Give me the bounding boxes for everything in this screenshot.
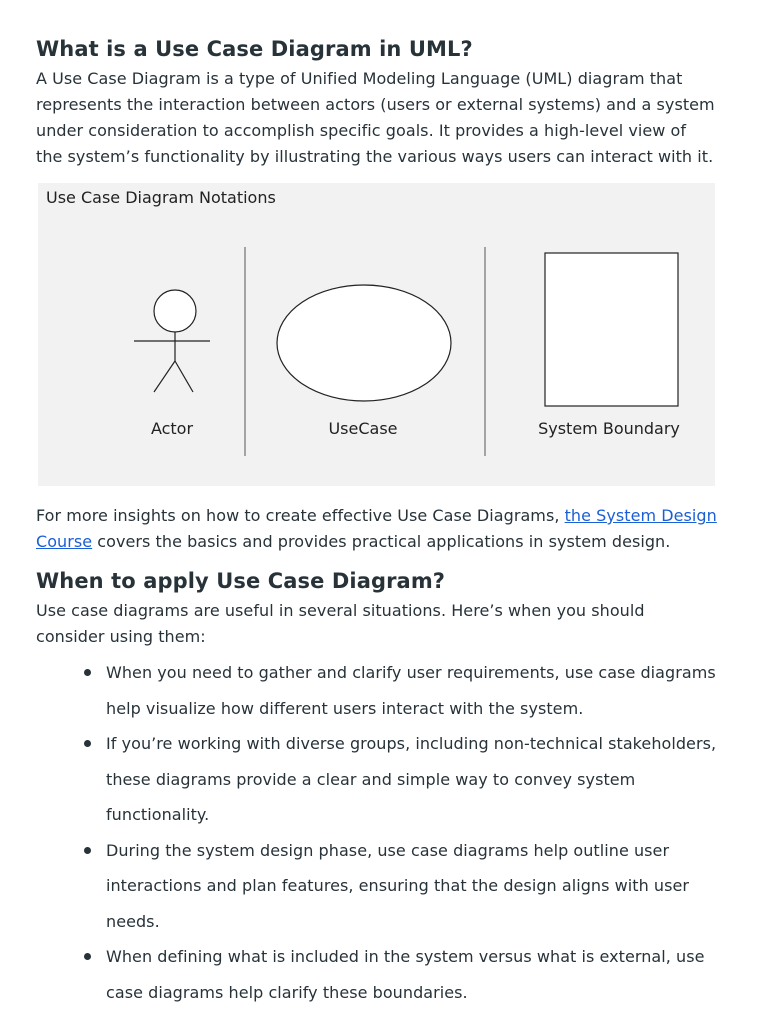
system-design-course-link[interactable]: the System Design Course — [36, 506, 717, 551]
actor-label: Actor — [150, 419, 194, 438]
more-text-before: For more insights on how to create effective Use Case Diagrams, — [36, 506, 565, 525]
section-heading-when-to-apply: When to apply Use Case Diagram? — [36, 569, 446, 593]
list-item-text: If you’re working with diverse groups, including non-technical stakeholders, these diagrams provide a clear and simple way to convey system functionality. — [106, 734, 717, 824]
more-text-after: covers the basics and provides practical applications in system design. — [92, 532, 671, 551]
list-item — [36, 726, 736, 833]
list-item — [36, 833, 736, 940]
list-item-text: When you need to gather and clarify user requirements, use case diagrams help visualize how different users interact with the system. — [106, 663, 716, 718]
bullet-icon — [84, 847, 91, 854]
stick-figure-actor-icon — [134, 290, 210, 392]
list-item — [36, 655, 736, 726]
bullet-icon — [84, 953, 91, 960]
when-intro-paragraph: Use case diagrams are useful in several situations. Here’s when you should consider using them: — [36, 601, 645, 646]
usecase-label: UseCase — [328, 419, 398, 438]
bullet-icon — [84, 740, 91, 747]
section-heading-what-is: What is a Use Case Diagram in UML? — [36, 37, 473, 61]
usage-bullet-list — [36, 655, 736, 1010]
system-boundary-label: System Boundary — [538, 419, 680, 438]
rectangle-boundary-icon — [545, 253, 678, 406]
list-item — [36, 939, 736, 1010]
ellipse-usecase-icon — [277, 285, 451, 401]
notations-drawing — [38, 183, 715, 486]
list-item-text: During the system design phase, use case diagrams help outline user interactions and plan features, ensuring that the design aligns with user needs. — [106, 840, 689, 931]
figure-title: Use Case Diagram Notations — [46, 188, 276, 207]
more-insights-paragraph — [36, 503, 726, 555]
list-item-text: When defining what is included in the system versus what is external, use case diagrams help clarify these boundaries. — [106, 947, 705, 1002]
bullet-icon — [84, 669, 91, 676]
intro-paragraph: A Use Case Diagram is a type of Unified Modeling Language (UML) diagram that represents the interaction between actors (users or external systems) and a system under consideration to accomplish specific goals. It provides a high-level view of the system’s functionality by illustrating the various ways users can interact with it. — [36, 69, 715, 166]
use-case-notations-figure — [38, 183, 715, 486]
